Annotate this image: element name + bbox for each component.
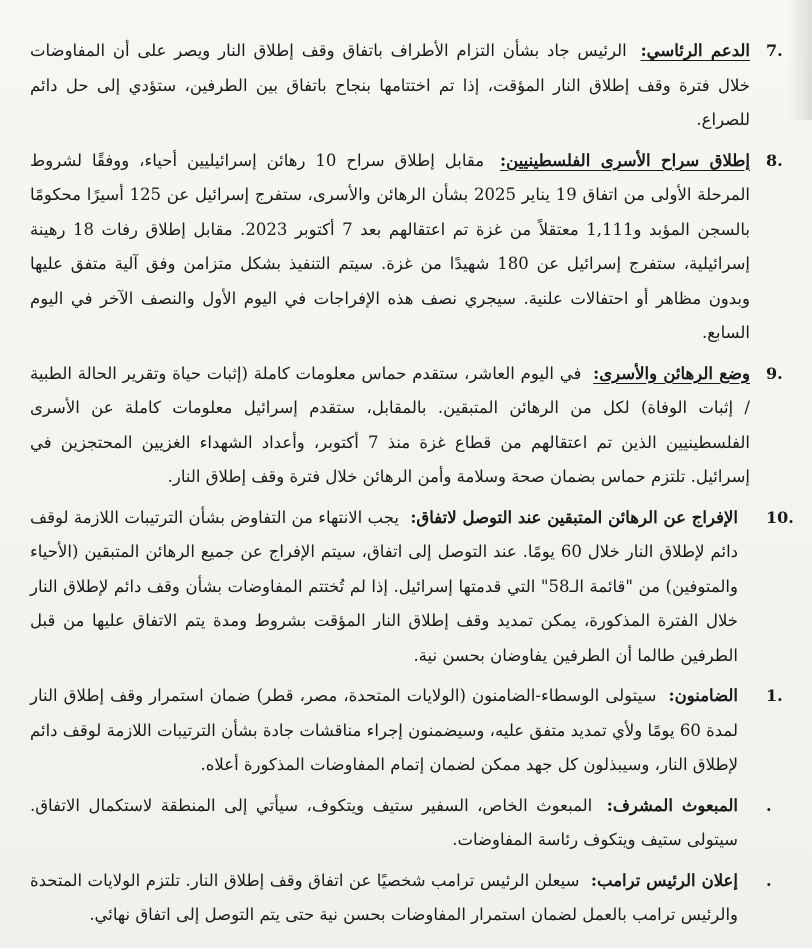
item-title: الضامنون: [668, 686, 738, 705]
list-item [30, 34, 783, 138]
item-number: 10. [766, 507, 794, 527]
item-text: المبعوث الخاص، السفير ستيف ويتكوف، سيأتي إلى المنطقة لاستكمال الاتفاق. سيتولى ستيف ويتكوف رئاسة المفاوضات. [30, 795, 738, 849]
item-title: وضع الرهائن والأسرى: [593, 363, 750, 383]
document-body [30, 34, 794, 939]
item-text: مقابل إطلاق سراح 10 رهائن إسرائيليين أحياء، ووفقًا لشروط المرحلة الأولى من اتفاق 19 يناير 2025 بشأن الرهائن والأسرى، ستفرج إسرائيل عن 125 أسيرًا محكومًا بالسجن المؤبد و1,111 معتقلاً من غزة تم اعتقالهم بعد 7 أكتوبر 2023. مقابل إطلاق رفات 18 رهينة إسرائيلية، ستفرج إسرائيل عن 180 شهيدًا من غزة. سيتم التنفيذ بشكل متزامن وفق آلية متفق عليها وبدون مظاهر أو احتفالات علنية. سيجري نصف هذه الإفراجات في اليوم الأول والنصف الآخر في اليوم السابع. [30, 150, 750, 342]
list-item [30, 501, 794, 674]
item-number: 1. [766, 686, 783, 705]
item-title: الإفراج عن الرهائن المتبقين عند التوصل لاتفاق: [410, 507, 738, 527]
item-text: سيعلن الرئيس ترامب شخصيًا عن اتفاق وقف إطلاق النار. تلتزم الولايات المتحدة والرئيس ترامب بالعمل لضمان استمرار المفاوضات بحسن نية حتى يتم التوصل إلى اتفاق نهائي. [30, 870, 738, 924]
item-title: المبعوث المشرف: [606, 795, 738, 815]
item-title: إعلان الرئيس ترامب: [590, 870, 738, 890]
item-number: . [766, 795, 772, 815]
item-number: 9. [766, 363, 783, 383]
list-item [30, 864, 772, 933]
item-text: سيتولى الوسطاء-الضامنون (الولايات المتحدة، مصر، قطر) ضمان استمرار وقف إطلاق النار لمدة 60 يومًا ولأي تمديد متفق عليه، وسيضمنون إجراء مناقشات جادة بشأن الترتيبات اللازمة لوقف دائم لإطلاق النار، وسيبذلون كل جهد ممكن لضمان إتمام المفاوضات المذكورة أعلاه. [30, 686, 738, 774]
item-text: الرئيس جاد بشأن التزام الأطراف باتفاق وقف إطلاق النار ويصر على أن المفاوضات خلال فترة وقف إطلاق النار المؤقت، إذا تم اختتامها بنجاح باتفاق بين الطرفين، ستؤدي إلى حل دائم للصراع. [30, 41, 750, 129]
list-item [30, 357, 783, 495]
item-text: يجب الانتهاء من التفاوض بشأن الترتيبات اللازمة لوقف دائم لإطلاق النار خلال 60 يومًا. عند التوصل إلى اتفاق، سيتم الإفراج عن جميع الرهائن المتبقين (الأحياء والمتوفين) من "قائمة الـ58" التي قدمتها إسرائيل. إذا لم تُختتم المفاوضات بشأن وقف دائم لإطلاق النار خلال الفترة المذكورة، يمكن تمديد وقف إطلاق النار المؤقت بشروط ومدة يتم الاتفاق عليها من قبل الطرفين طالما أن الطرفين يفاوضان بحسن نية. [30, 507, 738, 665]
item-text: في اليوم العاشر، ستقدم حماس معلومات كاملة (إثبات حياة وتقرير الحالة الطبية / إثبات الوفاة) لكل من الرهائن المتبقين. بالمقابل، ستقدم إسرائيل معلومات كاملة عن الأسرى الفلسطينيين الذين تم اعتقالهم من قطاع غزة منذ 7 أكتوبر، وأعداد الشهداء الغزيين المحتجزين في إسرائيل. تلتزم حماس بضمان صحة وسلامة وأمن الرهائن خلال فترة وقف إطلاق النار. [30, 363, 750, 486]
item-title: إطلاق سراح الأسرى الفلسطينيين: [500, 150, 751, 170]
item-number: . [766, 870, 772, 890]
list-item [30, 679, 783, 783]
list-item [30, 144, 783, 351]
item-number: 8. [766, 150, 783, 170]
item-title: الدعم الرئاسي: [640, 41, 750, 60]
list-item [30, 789, 772, 858]
item-number: 7. [766, 41, 783, 60]
